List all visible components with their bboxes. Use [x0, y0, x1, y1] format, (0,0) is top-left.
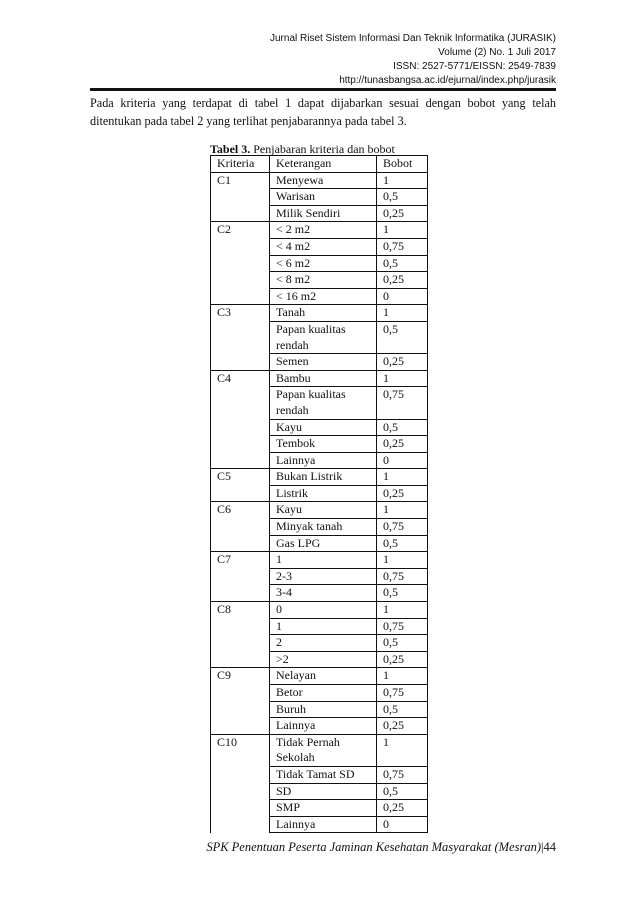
- table-row: [211, 718, 428, 735]
- table-row: [211, 272, 428, 289]
- kriteria-cell: [211, 436, 270, 453]
- keterangan-cell: Kayu: [270, 502, 377, 519]
- table-row: [211, 685, 428, 702]
- bobot-cell: 1: [377, 370, 428, 387]
- table-row: [211, 189, 428, 206]
- table-row: [211, 651, 428, 668]
- table-row: [211, 816, 428, 833]
- kriteria-cell: [211, 651, 270, 668]
- bobot-cell: 0,75: [377, 238, 428, 255]
- bobot-cell: 1: [377, 602, 428, 619]
- kriteria-cell: [211, 585, 270, 602]
- keterangan-cell: Bambu: [270, 370, 377, 387]
- table-row: [211, 452, 428, 469]
- bobot-cell: 0,25: [377, 485, 428, 502]
- kriteria-cell: [211, 205, 270, 222]
- intro-paragraph: Pada kriteria yang terdapat di tabel 1 dapat dijabarkan sesuai dengan bobot yang telah ditentukan pada tabel 2 yang terlihat penjabarannya pada tabel 3.: [90, 96, 556, 128]
- bobot-cell: 0,25: [377, 272, 428, 289]
- table-row: [211, 305, 428, 322]
- kriteria-cell: [211, 238, 270, 255]
- kriteria-cell: C4: [211, 370, 270, 387]
- table-row: [211, 618, 428, 635]
- kriteria-cell: [211, 635, 270, 652]
- keterangan-cell: Lainnya: [270, 816, 377, 833]
- table-row: [211, 419, 428, 436]
- bobot-cell: 0: [377, 816, 428, 833]
- kriteria-cell: [211, 387, 270, 419]
- criteria-table: [210, 155, 428, 833]
- table-row: [211, 436, 428, 453]
- bobot-cell: 0,5: [377, 783, 428, 800]
- bobot-cell: 0,25: [377, 205, 428, 222]
- page-footer: [206, 840, 556, 855]
- bobot-cell: 0,5: [377, 635, 428, 652]
- bobot-cell: 0,75: [377, 766, 428, 783]
- bobot-cell: 0,5: [377, 189, 428, 206]
- bobot-cell: 0: [377, 288, 428, 305]
- bobot-cell: 0,25: [377, 436, 428, 453]
- table-row: [211, 222, 428, 239]
- table-row: [211, 485, 428, 502]
- kriteria-cell: C9: [211, 668, 270, 685]
- bobot-cell: 1: [377, 305, 428, 322]
- keterangan-cell: Tanah: [270, 305, 377, 322]
- table-row: [211, 535, 428, 552]
- bobot-cell: 0,5: [377, 701, 428, 718]
- bobot-cell: 0,5: [377, 419, 428, 436]
- kriteria-cell: C8: [211, 602, 270, 619]
- bobot-cell: 0,5: [377, 535, 428, 552]
- keterangan-cell: Tidak Tamat SD: [270, 766, 377, 783]
- keterangan-cell: < 8 m2: [270, 272, 377, 289]
- table-row: [211, 783, 428, 800]
- keterangan-cell: < 4 m2: [270, 238, 377, 255]
- kriteria-cell: [211, 816, 270, 833]
- table-row: [211, 370, 428, 387]
- bobot-cell: 0,75: [377, 519, 428, 536]
- kriteria-cell: [211, 800, 270, 817]
- keterangan-cell: >2: [270, 651, 377, 668]
- table-row: [211, 701, 428, 718]
- kriteria-cell: [211, 452, 270, 469]
- bobot-cell: 1: [377, 222, 428, 239]
- bobot-cell: 0,5: [377, 321, 428, 353]
- bobot-cell: 0,25: [377, 800, 428, 817]
- table-header-row: [211, 156, 428, 173]
- bobot-cell: 0,75: [377, 387, 428, 419]
- bobot-cell: 0,25: [377, 718, 428, 735]
- keterangan-cell: Listrik: [270, 485, 377, 502]
- kriteria-cell: [211, 718, 270, 735]
- keterangan-cell: SMP: [270, 800, 377, 817]
- keterangan-cell: 2-3: [270, 568, 377, 585]
- footer-title: SPK Penentuan Peserta Jaminan Kesehatan Masyarakat (Mesran): [206, 840, 541, 854]
- kriteria-cell: [211, 485, 270, 502]
- header-rule: [90, 88, 556, 91]
- kriteria-cell: [211, 354, 270, 371]
- keterangan-cell: Tidak Pernah Sekolah: [270, 734, 377, 766]
- table-row: [211, 585, 428, 602]
- keterangan-cell: Bukan Listrik: [270, 469, 377, 486]
- keterangan-cell: Lainnya: [270, 452, 377, 469]
- keterangan-cell: Semen: [270, 354, 377, 371]
- keterangan-cell: Papan kualitas rendah: [270, 321, 377, 353]
- page-number: |44: [540, 840, 556, 854]
- kriteria-cell: [211, 783, 270, 800]
- keterangan-cell: 0: [270, 602, 377, 619]
- bobot-cell: 1: [377, 734, 428, 766]
- keterangan-cell: < 6 m2: [270, 255, 377, 272]
- kriteria-cell: [211, 568, 270, 585]
- table-row: [211, 172, 428, 189]
- kriteria-cell: [211, 618, 270, 635]
- keterangan-cell: Minyak tanah: [270, 519, 377, 536]
- keterangan-cell: 1: [270, 552, 377, 569]
- table-row: [211, 766, 428, 783]
- journal-issn: ISSN: 2527-5771/EISSN: 2549-7839: [393, 61, 556, 72]
- kriteria-cell: C1: [211, 172, 270, 189]
- bobot-cell: 1: [377, 502, 428, 519]
- table-row: [211, 469, 428, 486]
- bobot-cell: 1: [377, 668, 428, 685]
- keterangan-cell: Betor: [270, 685, 377, 702]
- bobot-cell: 1: [377, 172, 428, 189]
- table-row: [211, 238, 428, 255]
- journal-name: Jurnal Riset Sistem Informasi Dan Teknik Informatika (JURASIK): [269, 33, 556, 44]
- keterangan-cell: Gas LPG: [270, 535, 377, 552]
- table-row: [211, 205, 428, 222]
- table-row: [211, 668, 428, 685]
- keterangan-cell: Papan kualitas rendah: [270, 387, 377, 419]
- keterangan-cell: Milik Sendiri: [270, 205, 377, 222]
- kriteria-cell: [211, 535, 270, 552]
- keterangan-cell: 2: [270, 635, 377, 652]
- kriteria-cell: C3: [211, 305, 270, 322]
- keterangan-cell: Menyewa: [270, 172, 377, 189]
- table-row: [211, 552, 428, 569]
- header-bobot: Bobot: [377, 156, 428, 173]
- table-row: [211, 288, 428, 305]
- bobot-cell: 0,75: [377, 568, 428, 585]
- keterangan-cell: Warisan: [270, 189, 377, 206]
- table-body: [211, 172, 428, 833]
- table-row: [211, 354, 428, 371]
- kriteria-cell: C6: [211, 502, 270, 519]
- bobot-cell: 1: [377, 552, 428, 569]
- caption-label: Tabel 3.: [210, 142, 251, 156]
- table-row: [211, 800, 428, 817]
- kriteria-cell: C7: [211, 552, 270, 569]
- kriteria-cell: [211, 255, 270, 272]
- keterangan-cell: Nelayan: [270, 668, 377, 685]
- bobot-cell: 0,5: [377, 255, 428, 272]
- table-row: [211, 602, 428, 619]
- keterangan-cell: < 16 m2: [270, 288, 377, 305]
- caption-text: Penjabaran kriteria dan bobot: [250, 142, 395, 156]
- kriteria-cell: [211, 766, 270, 783]
- bobot-cell: 0,5: [377, 585, 428, 602]
- kriteria-cell: C10: [211, 734, 270, 766]
- journal-header: [270, 32, 556, 88]
- bobot-cell: 0,25: [377, 354, 428, 371]
- kriteria-cell: [211, 685, 270, 702]
- keterangan-cell: Lainnya: [270, 718, 377, 735]
- keterangan-cell: Tembok: [270, 436, 377, 453]
- bobot-cell: 0,75: [377, 618, 428, 635]
- journal-url[interactable]: http://tunasbangsa.ac.id/ejurnal/index.php/jurasik: [339, 75, 556, 86]
- kriteria-cell: [211, 321, 270, 353]
- keterangan-cell: Kayu: [270, 419, 377, 436]
- kriteria-cell: [211, 288, 270, 305]
- kriteria-cell: [211, 272, 270, 289]
- keterangan-cell: Buruh: [270, 701, 377, 718]
- table-row: [211, 387, 428, 419]
- journal-volume: Volume (2) No. 1 Juli 2017: [438, 47, 556, 58]
- header-kriteria: Kriteria: [211, 156, 270, 173]
- table-row: [211, 635, 428, 652]
- keterangan-cell: 1: [270, 618, 377, 635]
- bobot-cell: 1: [377, 469, 428, 486]
- kriteria-cell: [211, 419, 270, 436]
- table-row: [211, 519, 428, 536]
- keterangan-cell: 3-4: [270, 585, 377, 602]
- kriteria-cell: C5: [211, 469, 270, 486]
- table-row: [211, 255, 428, 272]
- bobot-cell: 0,25: [377, 651, 428, 668]
- bobot-cell: 0: [377, 452, 428, 469]
- table-row: [211, 734, 428, 766]
- table-row: [211, 502, 428, 519]
- keterangan-cell: < 2 m2: [270, 222, 377, 239]
- bobot-cell: 0,75: [377, 685, 428, 702]
- keterangan-cell: SD: [270, 783, 377, 800]
- table-row: [211, 321, 428, 353]
- kriteria-cell: [211, 519, 270, 536]
- kriteria-cell: [211, 189, 270, 206]
- kriteria-cell: [211, 701, 270, 718]
- header-keterangan: Keterangan: [270, 156, 377, 173]
- table-row: [211, 568, 428, 585]
- kriteria-cell: C2: [211, 222, 270, 239]
